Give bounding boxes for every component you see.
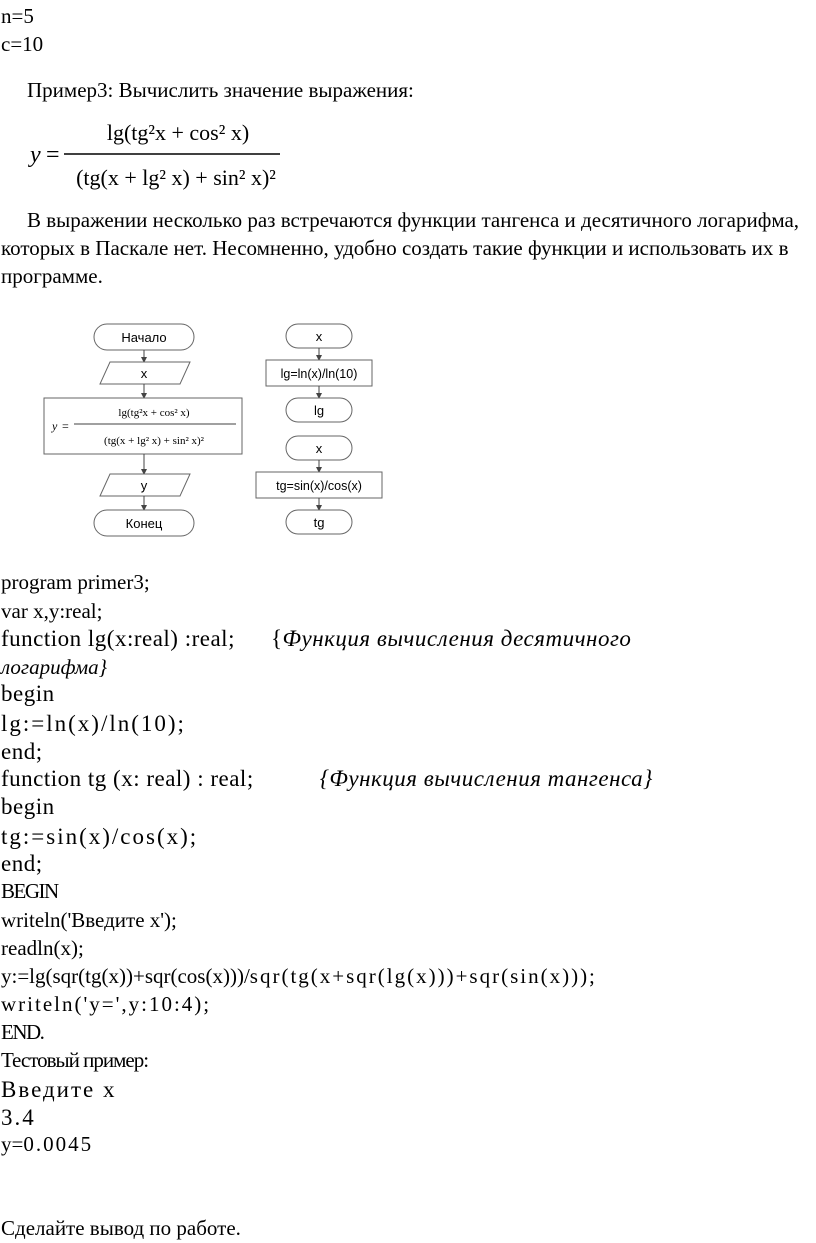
code-line-11: BEGIN	[1, 879, 58, 903]
fc-lg-ret-label: lg	[313, 403, 325, 418]
header-c: c=10	[1, 32, 44, 56]
code-line-15: writeln('y=',y:10:4);	[1, 992, 212, 1016]
code-line-9: tg:=sin(x)/cos(x);	[1, 824, 199, 849]
flowchart	[40, 318, 390, 542]
code-line-2: var x,y:real;	[1, 599, 103, 623]
conclusion: Сделайте вывод по работе.	[1, 1216, 241, 1240]
fc-tg-ret-label: tg	[313, 515, 325, 530]
code-line-1: program primer3;	[1, 570, 150, 594]
formula-y: y	[30, 142, 41, 168]
fc-input-label: x	[140, 366, 148, 381]
fc-start-label: Начало	[121, 330, 167, 345]
fc-formula-y: y	[52, 419, 58, 433]
header-n: n=5	[1, 4, 34, 28]
fc-output-label: y	[140, 478, 148, 493]
code-line-4: begin	[1, 681, 55, 706]
fc-lg-body-label: lg=ln(x)/ln(10)	[280, 367, 358, 381]
formula	[28, 112, 288, 198]
fc-tg-arg-label: x	[315, 441, 323, 456]
formula-numerator: lg(tg²x + cos² x)	[106, 120, 250, 145]
code-line-3-cont: логарифма}	[1, 655, 108, 679]
fc-formula-num: lg(tg²x + cos² x)	[118, 407, 190, 419]
code-line-12: writeln('Введите x');	[1, 908, 177, 932]
fc-formula-eq: =	[62, 419, 69, 433]
code-line-5: lg:=ln(x)/ln(10);	[1, 711, 186, 736]
test-result: y=0.0045	[1, 1132, 94, 1156]
code-line-14: y:=lg(sqr(tg(x))+sqr(cos(x)))/sqr(tg(x+sqr(lg(x)))+sqr(sin(x)));	[1, 964, 597, 988]
test-title: Тестовый пример:	[1, 1048, 149, 1072]
code-line-8: begin	[1, 794, 55, 819]
paragraph: В выражении несколько раз встречаются функции тангенса и десятичного логарифма, которых в Паскале нет. Несомненно, удобно создать такие функции и использовать их в программе.	[1, 208, 800, 288]
example-title: Пример3: Вычислить значение выражения:	[27, 78, 414, 102]
formula-denominator: (tg(x + lg² x) + sin² x)²	[76, 165, 276, 190]
formula-eq: =	[46, 142, 60, 168]
code-line-10: end;	[1, 851, 43, 876]
code-line-3: function lg(x:real) :real; {Функция вычисления десятичного	[1, 626, 632, 651]
fc-lg-arg-label: x	[315, 329, 323, 344]
test-input: 3.4	[1, 1105, 36, 1130]
code-line-16: END.	[1, 1020, 44, 1044]
code-line-13: readln(x);	[1, 936, 84, 960]
fc-formula-den: (tg(x + lg² x) + sin² x)²	[104, 435, 204, 447]
fc-end-label: Конец	[125, 516, 163, 531]
test-prompt: Введите x	[1, 1077, 117, 1102]
fc-tg-body-label: tg=sin(x)/cos(x)	[276, 479, 362, 493]
code-line-6: end;	[1, 739, 43, 764]
code-line-7: function tg (x: real) : real; {Функция вычисления тангенса}	[1, 766, 653, 791]
